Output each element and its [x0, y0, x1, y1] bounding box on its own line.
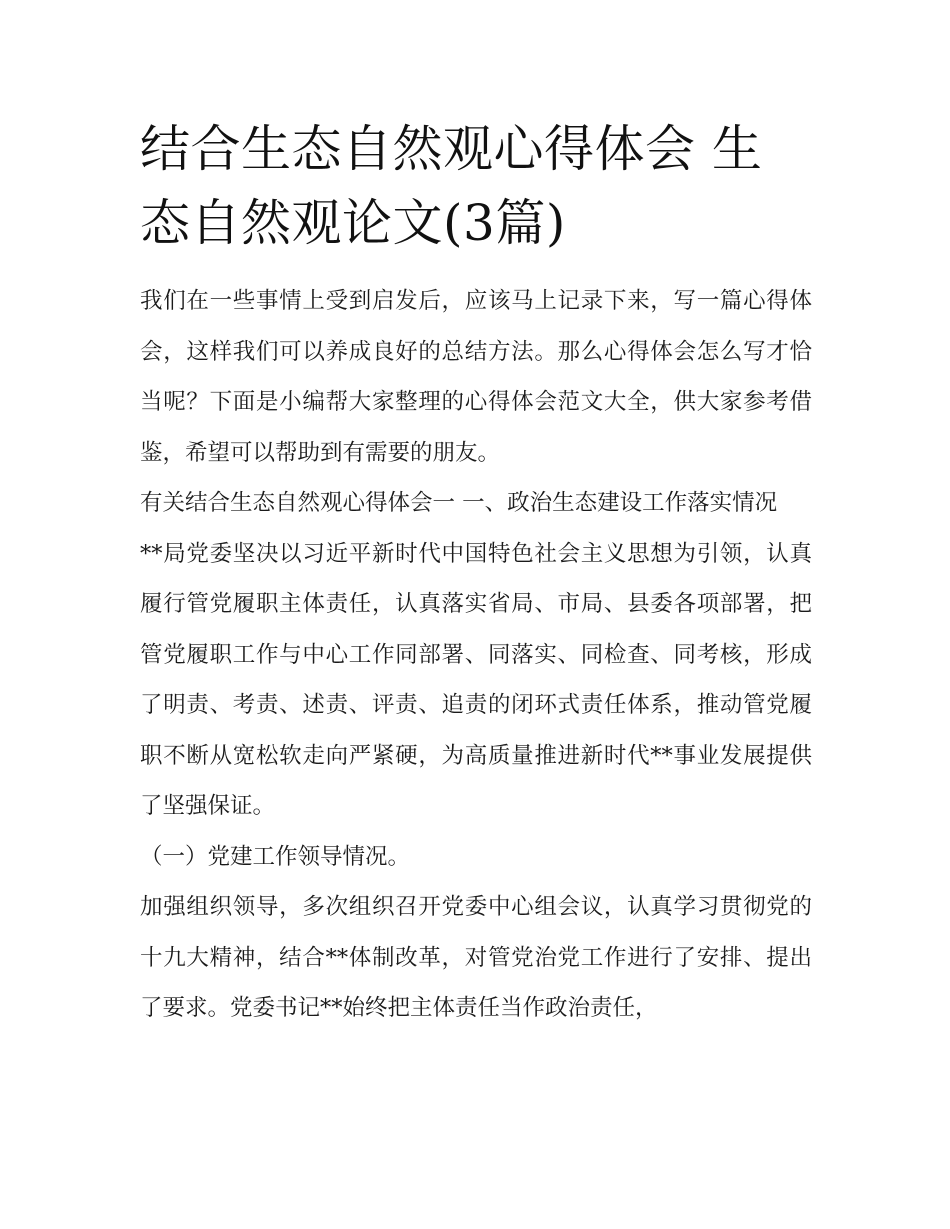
paragraph-intro: 我们在一些事情上受到启发后，应该马上记录下来，写一篇心得体会，这样我们可以养成良好的总结方法。那么心得体会怎么写才恰当呢？下面是小编帮大家整理的心得体会范文大全，供大家参考借鉴，希望可以帮助到有需要的朋友。: [140, 288, 812, 466]
paragraph-subheading: （一）党建工作领导情况。: [140, 843, 411, 870]
paragraph-body-1: **局党委坚决以习近平新时代中国特色社会主义思想为引领，认真履行管党履职主体责任，认真落实省局、市局、县委各项部署，把管党履职工作与中心工作同部署、同落实、同检查、同考核，形成了明责、考责、述责、评责、追责的闭环式责任体系，推动管党履职不断从宽松软走向严紧硬，为高质量推进新时代**事业发展提供了坚强保证。: [140, 540, 812, 819]
document-title: 结合生态自然观心得体会 生态自然观论文(3篇): [140, 120, 763, 252]
document-body: [140, 112, 812, 1034]
paragraph-body-2: 加强组织领导，多次组织召开党委中心组会议，认真学习贯彻党的十九大精神，结合**体制改革，对管党治党工作进行了安排、提出了要求。党委书记**始终把主体责任当作政治责任，: [140, 894, 812, 1021]
paragraph-section-heading: 有关结合生态自然观心得体会一 一、政治生态建设工作落实情况: [140, 490, 778, 516]
